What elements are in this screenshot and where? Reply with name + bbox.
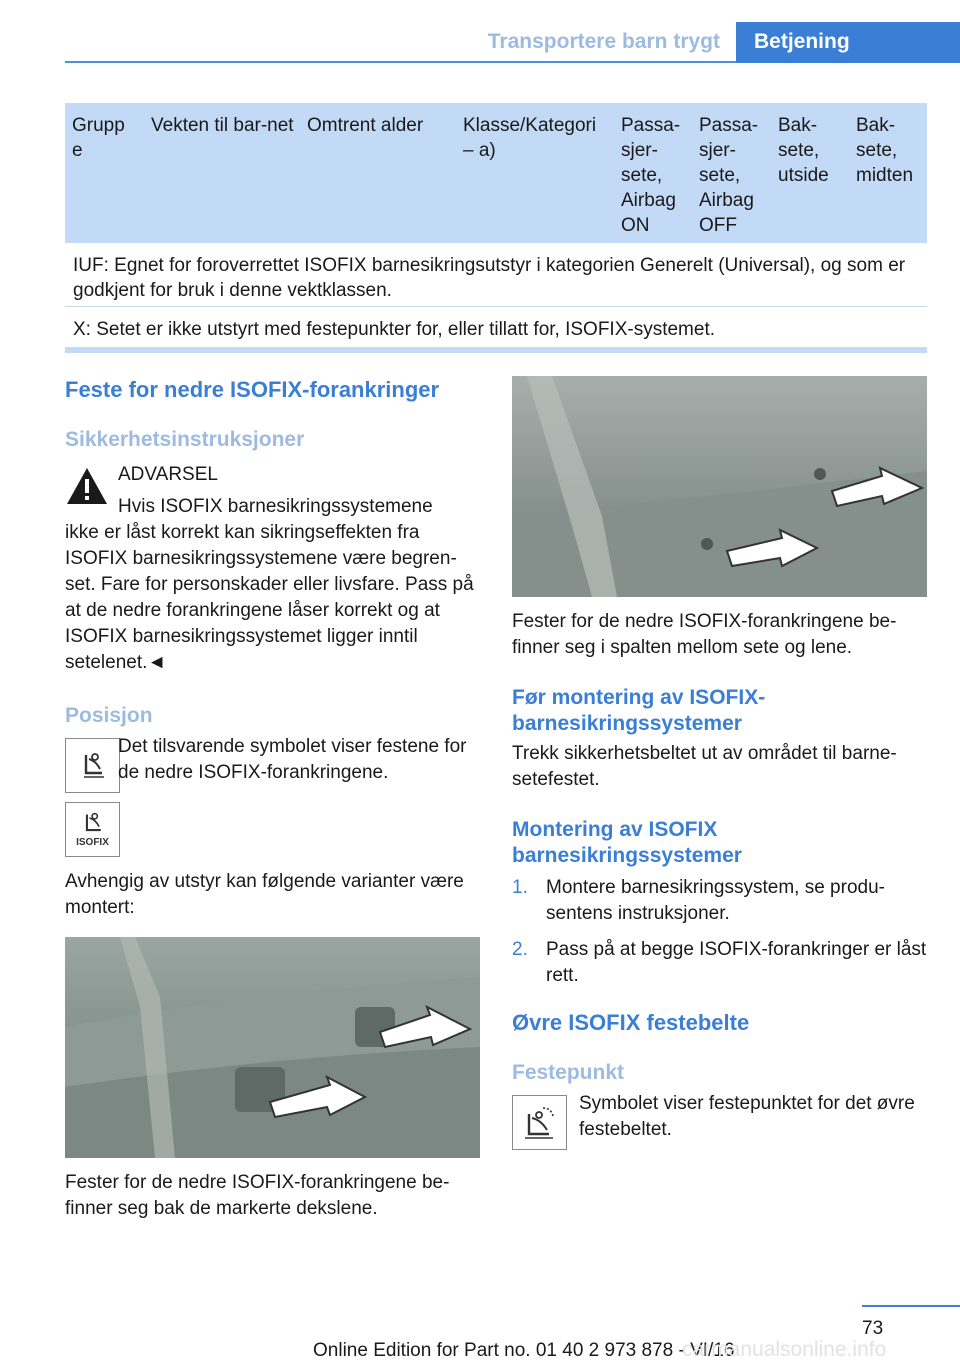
header-rule bbox=[65, 61, 736, 63]
isofix-gap-photo bbox=[512, 376, 927, 597]
warning-triangle-icon bbox=[65, 466, 109, 506]
edition-text: Online Edition for Part no. 01 40 2 973 878 - VI/16 bbox=[313, 1340, 735, 1361]
isofix-cover-photo bbox=[65, 937, 480, 1158]
table-header-cell: Grupp e bbox=[72, 115, 125, 161]
section-title: Feste for nedre ISOFIX-forankringer bbox=[65, 377, 440, 402]
isofix-icon-label: ISOFIX bbox=[76, 837, 109, 848]
footer-rule bbox=[862, 1305, 960, 1307]
step-number: 1. bbox=[512, 877, 528, 898]
table-header-cell: Bak-sete, utside bbox=[778, 115, 829, 186]
table-header-cell: Passa-sjer-sete, Airbag OFF bbox=[699, 115, 759, 236]
warning-text: ikke er låst korrekt kan sikringseffekten fra ISOFIX barnesikringssystemene være begren-set. Fare for personskader eller livsfare. Pass på at de nedre forankringene låser korrekt og at ISOFIX barnesikringssystemet ligger inntil setelenet.◄ bbox=[65, 522, 474, 673]
mount-heading: Montering av ISOFIX barnesikringssystemer bbox=[512, 818, 742, 867]
right-column bbox=[512, 376, 927, 1155]
step-text: Pass på at begge ISOFIX-forankringer er låst rett. bbox=[546, 939, 927, 986]
table-bottom-rule bbox=[65, 347, 927, 353]
list-item bbox=[512, 937, 927, 989]
isofix-child-seat-icon bbox=[65, 802, 120, 857]
upper-tether-heading: Øvre ISOFIX festebelte bbox=[512, 1010, 750, 1035]
header-section-title: Transportere barn trygt bbox=[487, 30, 720, 53]
left-photo-caption: Fester for de nedre ISOFIX-forankringene be-finner seg bak de markerte dekslene. bbox=[65, 1172, 450, 1219]
before-mount-text: Trekk sikkerhetsbeltet ut av området til barne-setefestet. bbox=[512, 743, 897, 790]
table-header-cell: Klasse/Kategori – a) bbox=[463, 115, 597, 161]
watermark: carmanualsonline.info bbox=[682, 1338, 887, 1361]
step-number: 2. bbox=[512, 939, 528, 960]
table-header-cell: Passa-sjer-sete, Airbag ON bbox=[621, 115, 681, 236]
table-header-cell: Vekten til bar-net bbox=[151, 115, 294, 136]
left-column bbox=[65, 376, 480, 1222]
safety-heading: Sikkerhetsinstruksjoner bbox=[65, 428, 305, 451]
position-heading: Posisjon bbox=[65, 704, 153, 727]
table-header-cell: Bak-sete, midten bbox=[856, 115, 914, 186]
child-seat-icon bbox=[65, 738, 120, 793]
anchor-text: Symbolet viser festepunktet for det øvre festebeltet. bbox=[579, 1093, 915, 1140]
mount-steps bbox=[512, 875, 927, 989]
position-symbol-block bbox=[65, 738, 480, 804]
anchor-symbol-block bbox=[512, 1095, 927, 1155]
tether-anchor-icon bbox=[512, 1095, 567, 1150]
page-number: 73 bbox=[862, 1318, 884, 1339]
isofix-table bbox=[65, 103, 927, 353]
variants-text: Avhengig av utstyr kan følgende varianter være montert: bbox=[65, 871, 464, 918]
step-text: Montere barnesikringssystem, se produ-sentens instruksjoner. bbox=[546, 877, 885, 924]
anchor-heading: Festepunkt bbox=[512, 1061, 625, 1084]
warning-label: ADVARSEL bbox=[118, 464, 218, 485]
warning-first-line: Hvis ISOFIX barnesikringssystemene bbox=[118, 496, 433, 517]
table-header-cell: Omtrent alder bbox=[307, 115, 424, 136]
before-mount-heading: Før montering av ISOFIX-barnesikringssystemer bbox=[512, 686, 766, 735]
right-photo-caption: Fester for de nedre ISOFIX-forankringene be-finner seg i spalten mellom sete og lene. bbox=[512, 611, 897, 658]
position-text: Det tilsvarende symbolet viser festene for de nedre ISOFIX-forankringene. bbox=[118, 736, 467, 783]
header-chapter-tab: Betjening bbox=[736, 22, 960, 63]
table-note-row: IUF: Egnet for foroverrettet ISOFIX barnesikringsutstyr i kategorien Generelt (Universal), og som er godkjent for bruk i denne vektklassen. bbox=[65, 243, 927, 307]
warning-block bbox=[65, 462, 480, 676]
table-header-row bbox=[65, 103, 927, 243]
table-note-row: X: Setet er ikke utstyrt med festepunkter for, eller tillatt for, ISOFIX-systemet. bbox=[73, 319, 716, 340]
list-item bbox=[512, 875, 927, 927]
